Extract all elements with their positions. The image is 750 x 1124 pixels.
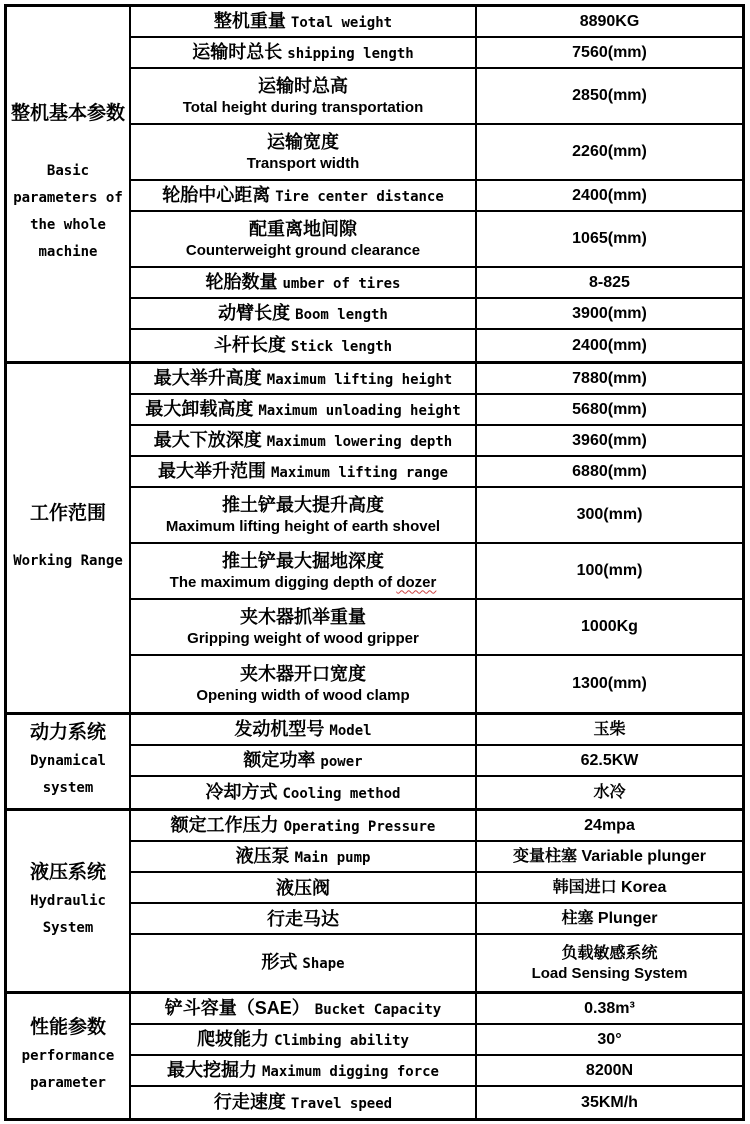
category-label-en-line: Dynamical (30, 753, 106, 769)
category-label-en-line: the whole (30, 217, 106, 233)
value-cell (477, 715, 742, 744)
param-zh: 动臂长度 (218, 302, 291, 323)
value-cell (477, 330, 742, 361)
param-cell (131, 299, 477, 328)
value-cell (477, 299, 742, 328)
param-zh: 最大举升高度 (153, 367, 262, 388)
spec-row (131, 1056, 742, 1087)
value-cell (477, 904, 742, 933)
spec-row (131, 395, 742, 426)
value-cell (477, 811, 742, 840)
param-cell (131, 7, 477, 36)
category-cell (7, 7, 131, 361)
param-cell (131, 544, 477, 598)
spec-row (131, 746, 742, 777)
spec-table (4, 4, 745, 1121)
param-cell (131, 364, 477, 393)
value-cell (477, 656, 742, 712)
param-cell (131, 69, 477, 123)
section-rows (131, 364, 742, 712)
section-rows (131, 994, 742, 1118)
value-cell (477, 1087, 742, 1118)
param-en: Maximum lifting height (266, 371, 453, 388)
value-text: 30° (597, 1030, 622, 1048)
param-zh: 最大下放深度 (153, 429, 262, 450)
param-cell (131, 1025, 477, 1054)
param-en-line2: Counterweight ground clearance (185, 241, 421, 259)
param-line (214, 334, 392, 358)
spec-row (131, 600, 742, 656)
spec-row (131, 299, 742, 330)
value-cell (477, 935, 742, 991)
param-cell (131, 935, 477, 991)
spec-row (131, 873, 742, 904)
category-label-en (30, 888, 106, 942)
category-label-en-line: Basic (46, 163, 90, 179)
param-en-text: The maximum digging depth of (169, 573, 397, 591)
param-line (236, 845, 371, 869)
param-line (258, 75, 348, 97)
value-text: 100(mm) (576, 562, 643, 579)
param-cell (131, 488, 477, 542)
param-line (276, 877, 330, 899)
value-text: 1300(mm) (572, 675, 647, 692)
param-zh: 夹木器抓举重量 (240, 606, 366, 627)
param-zh: 爬坡能力 (197, 1028, 270, 1049)
param-en-line2 (170, 573, 437, 593)
param-zh: 轮胎数量 (205, 271, 278, 292)
param-cell (131, 715, 477, 744)
table-section (7, 361, 742, 712)
param-line (167, 1059, 439, 1083)
section-rows (131, 811, 742, 991)
value-cell (477, 842, 742, 871)
value-cell (477, 268, 742, 297)
category-cell (7, 994, 131, 1118)
param-zh: 夹木器开口宽度 (240, 663, 366, 684)
param-zh: 最大举升范围 (157, 460, 266, 481)
category-label-zh: 性能参数 (29, 1016, 106, 1038)
value-text: 玉柴 (593, 720, 626, 738)
param-line (240, 663, 366, 685)
param-zh: 配重离地间隙 (249, 218, 357, 239)
value-text: 2400(mm) (572, 336, 647, 354)
table-section (7, 712, 742, 808)
value-text: 2260(mm) (572, 143, 647, 160)
value-text: 1000Kg (581, 618, 638, 635)
table-section (7, 991, 742, 1118)
spec-row (131, 904, 742, 935)
param-line (234, 718, 371, 742)
param-en: Travel speed (290, 1095, 393, 1112)
value-cell (477, 125, 742, 179)
spec-row (131, 488, 742, 544)
section-rows (131, 7, 742, 361)
param-en: Maximum lowering depth (266, 433, 453, 450)
value-cell (477, 181, 742, 210)
param-zh: 发动机型号 (234, 718, 325, 739)
spec-row (131, 181, 742, 212)
value-cell (477, 544, 742, 598)
param-line (162, 184, 444, 208)
param-zh: 额定功率 (243, 749, 316, 770)
param-zh: 铲斗容量（SAE） (164, 997, 310, 1018)
param-zh: 运输宽度 (267, 131, 339, 152)
param-line (165, 997, 441, 1021)
category-label-en-line: machine (38, 244, 98, 260)
spec-row (131, 994, 742, 1025)
value-cell (477, 457, 742, 486)
value-cell (477, 600, 742, 654)
param-en: Maximum lifting range (270, 464, 448, 481)
param-en: Operating Pressure (283, 818, 436, 835)
value-cell (477, 777, 742, 808)
spec-row (131, 656, 742, 712)
section-rows (131, 715, 742, 808)
param-en: Model (329, 722, 372, 739)
param-cell (131, 994, 477, 1023)
param-en-line2: Total height during transportation (182, 98, 424, 116)
param-line (145, 398, 460, 422)
param-cell (131, 125, 477, 179)
param-en: Climbing ability (274, 1032, 409, 1049)
category-label-en (13, 548, 123, 575)
value-text: 7880(mm) (572, 369, 647, 387)
spec-row (131, 7, 742, 38)
param-zh: 行走速度 (213, 1091, 286, 1112)
param-en: Total weight (290, 14, 393, 31)
param-zh: 运输时总长 (192, 41, 283, 62)
spec-row (131, 426, 742, 457)
spec-row (131, 125, 742, 181)
param-line (205, 271, 400, 295)
param-zh: 轮胎中心距离 (162, 184, 271, 205)
param-cell (131, 873, 477, 902)
spec-row (131, 1025, 742, 1056)
param-line (261, 951, 344, 975)
param-en: Tire center distance (275, 188, 444, 205)
param-en: Boom length (295, 306, 388, 323)
category-label-en (13, 158, 123, 266)
value-text: 7560(mm) (572, 43, 647, 61)
value-text: 负载敏感系统 (561, 944, 658, 962)
value-cell (477, 7, 742, 36)
param-cell (131, 212, 477, 266)
value-text: 水冷 (593, 783, 626, 801)
category-label-zh: 动力系统 (29, 722, 106, 743)
category-cell (7, 715, 131, 808)
param-line (267, 131, 339, 153)
param-cell (131, 777, 477, 808)
table-section (7, 808, 742, 991)
value-line2: Load Sensing System (531, 964, 688, 982)
value-cell (477, 746, 742, 775)
value-cell (477, 1056, 742, 1085)
param-cell (131, 811, 477, 840)
value-cell (477, 488, 742, 542)
param-zh: 最大挖掘力 (166, 1059, 257, 1080)
param-line (154, 367, 452, 391)
param-line (214, 10, 392, 34)
param-zh: 冷却方式 (205, 781, 278, 802)
param-cell (131, 904, 477, 933)
table-section (7, 7, 742, 361)
param-zh: 推土铲最大提升高度 (222, 494, 384, 515)
param-cell (131, 268, 477, 297)
value-text: 柱塞 Plunger (561, 909, 658, 927)
param-zh: 推土铲最大掘地深度 (222, 550, 384, 571)
value-text: 3960(mm) (572, 431, 647, 449)
param-cell (131, 1087, 477, 1118)
value-text: 1065(mm) (572, 230, 647, 247)
category-label-zh: 工作范围 (29, 502, 106, 524)
spec-row (131, 544, 742, 600)
value-cell (477, 1025, 742, 1054)
spec-row (131, 212, 742, 268)
param-zh: 形式 (261, 952, 298, 972)
value-text: 8890KG (579, 12, 640, 30)
param-zh: 运输时总高 (258, 75, 348, 96)
param-en-line2: Transport width (246, 154, 360, 172)
param-cell (131, 842, 477, 871)
value-text: 3900(mm) (572, 304, 647, 322)
param-zh: 行走马达 (267, 908, 339, 929)
value-text: 6880(mm) (572, 462, 647, 480)
param-cell (131, 330, 477, 361)
category-label-en-line: parameter (30, 1074, 106, 1091)
param-line (222, 550, 384, 572)
param-line (267, 908, 339, 930)
param-cell (131, 656, 477, 712)
category-cell (7, 811, 131, 991)
param-cell (131, 395, 477, 424)
param-line (218, 302, 388, 326)
spec-row (131, 842, 742, 873)
spec-row (131, 457, 742, 488)
param-zh: 整机重量 (213, 10, 286, 31)
param-line (171, 814, 436, 838)
param-line (222, 494, 384, 516)
value-cell (477, 364, 742, 393)
param-line (192, 41, 413, 65)
value-cell (477, 69, 742, 123)
param-cell (131, 426, 477, 455)
category-label-en (30, 748, 106, 802)
value-text: 2400(mm) (572, 186, 647, 204)
param-en-line2: Maximum lifting height of earth shovel (165, 517, 441, 535)
param-en: umber of tires (282, 275, 401, 292)
param-line (243, 749, 362, 773)
param-line (205, 781, 400, 805)
spec-row (131, 777, 742, 808)
param-en: Cooling method (282, 785, 401, 802)
category-label-en-line: parameters of (13, 190, 123, 206)
spec-row (131, 69, 742, 125)
spec-row (131, 38, 742, 69)
param-zh: 液压泵 (235, 845, 290, 866)
param-zh: 最大卸载高度 (145, 398, 254, 419)
value-cell (477, 994, 742, 1023)
param-en: Shape (302, 956, 345, 972)
param-line (158, 460, 448, 484)
param-cell (131, 181, 477, 210)
param-line (249, 218, 357, 240)
category-label-en-line: System (42, 919, 94, 936)
param-en: Maximum unloading height (258, 402, 461, 419)
value-text: 35KM/h (581, 1093, 638, 1111)
category-label-en-line: system (42, 780, 94, 796)
category-label-zh: 液压系统 (29, 861, 106, 883)
param-cell (131, 746, 477, 775)
value-cell (477, 395, 742, 424)
param-line (154, 429, 452, 453)
param-line (214, 1091, 392, 1115)
value-text: 韩国进口 Korea (552, 878, 667, 896)
spec-row (131, 811, 742, 842)
param-line (240, 606, 366, 628)
value-text: 24mpa (584, 816, 635, 834)
param-en-line2: Opening width of wood clamp (196, 686, 410, 704)
spec-row (131, 268, 742, 299)
param-cell (131, 457, 477, 486)
value-text: 8200N (585, 1061, 634, 1079)
spec-row (131, 1087, 742, 1118)
param-en: shipping length (287, 45, 414, 62)
param-cell (131, 600, 477, 654)
value-text: 8-825 (589, 273, 630, 291)
category-cell (7, 364, 131, 712)
spec-row (131, 364, 742, 395)
param-en-line2: Gripping weight of wood gripper (187, 629, 419, 647)
category-label-zh: 整机基本参数 (10, 103, 125, 124)
param-en: power (320, 753, 363, 770)
value-text: 0.38m³ (584, 999, 635, 1017)
value-text: 300(mm) (576, 506, 643, 523)
spec-row (131, 715, 742, 746)
category-label-en-line: performance (21, 1047, 115, 1064)
param-cell (131, 1056, 477, 1085)
param-line (197, 1028, 409, 1052)
squiggle-word: dozer (396, 573, 437, 591)
value-cell (477, 212, 742, 266)
param-cell (131, 38, 477, 67)
value-text: 62.5KW (580, 751, 639, 769)
param-en: Stick length (290, 338, 393, 355)
category-label-en-line: Hydraulic (30, 892, 106, 909)
value-cell (477, 873, 742, 902)
category-label-en (22, 1043, 115, 1097)
category-label-en-line: Working Range (13, 552, 123, 569)
param-zh: 额定工作压力 (170, 814, 279, 835)
value-cell (477, 426, 742, 455)
param-zh: 液压阀 (276, 877, 330, 898)
value-cell (477, 38, 742, 67)
value-text: 变量柱塞 Variable plunger (513, 847, 706, 865)
param-en: Main pump (294, 849, 371, 866)
spec-row (131, 935, 742, 991)
value-text: 5680(mm) (572, 400, 647, 418)
param-zh: 斗杆长度 (213, 334, 286, 355)
value-text: 2850(mm) (572, 87, 647, 104)
param-en: Maximum digging force (261, 1063, 439, 1080)
spec-row (131, 330, 742, 361)
param-en: Bucket Capacity (314, 1001, 442, 1018)
